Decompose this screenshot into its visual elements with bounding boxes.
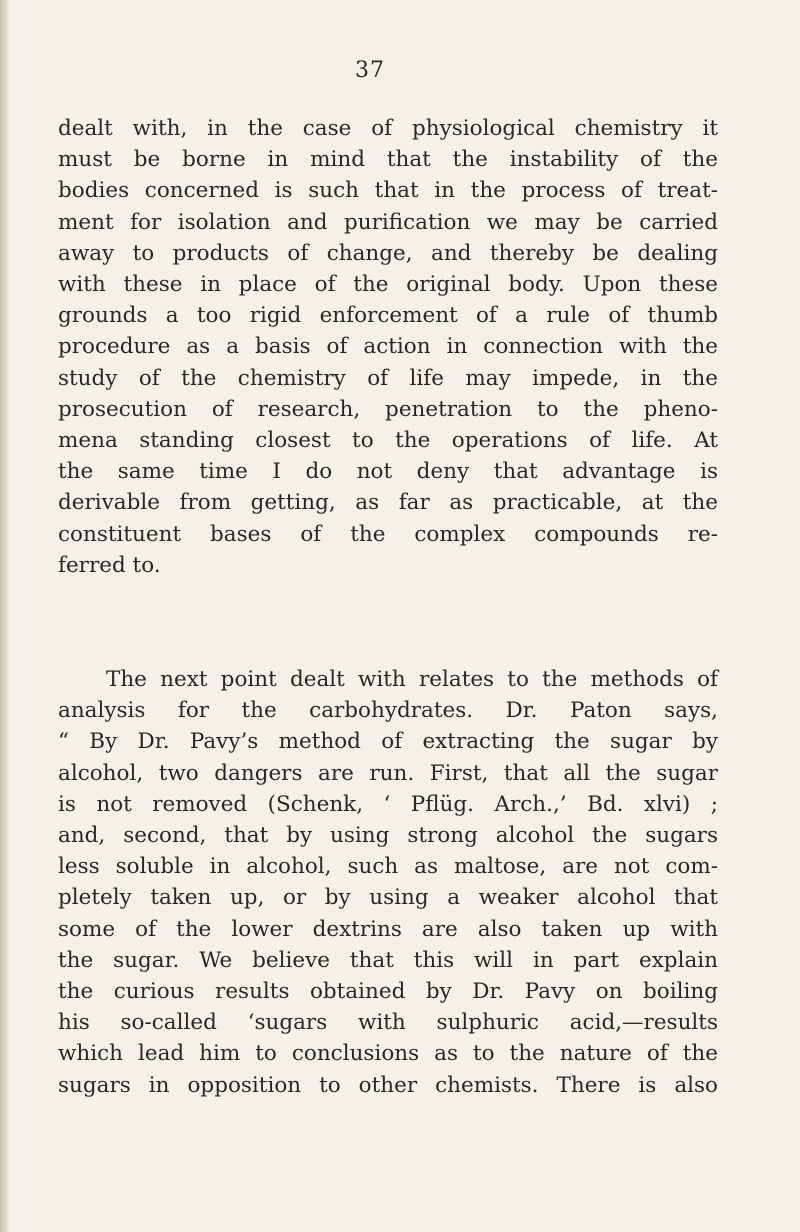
- text-line: bodies concerned is such that in the process of treat-: [58, 178, 718, 204]
- text-line: and, second, that by using strong alcohol the sugars: [58, 823, 718, 849]
- text-line: grounds a too rigid enforcement of a rule of thumb: [58, 303, 718, 329]
- text-line: some of the lower dextrins are also taken up with: [58, 916, 718, 942]
- text-line: ferred to.: [58, 552, 161, 578]
- text-line: The next point dealt with relates to the methods of: [106, 667, 718, 692]
- text-line: which lead him to conclusions as to the nature of the: [58, 1041, 718, 1067]
- text-line: study of the chemistry of life may impede, in the: [58, 365, 718, 391]
- text-line: constituent bases of the complex compounds re-: [58, 521, 718, 547]
- text-line: away to products of change, and thereby be dealing: [58, 240, 718, 266]
- text-line: procedure as a basis of action in connection with the: [58, 334, 718, 360]
- text-line: derivable from getting, as far as practicable, at the: [58, 490, 718, 516]
- text-line: sugars in opposition to other chemists. There is also: [58, 1072, 718, 1098]
- paragraph-1: [58, 113, 718, 581]
- text-line: mena standing closest to the operations of life. At: [58, 428, 718, 454]
- text-line: ment for isolation and purification we may be carried: [58, 209, 718, 235]
- text-line: pletely taken up, or by using a weaker alcohol that: [58, 885, 718, 911]
- page-number: 37: [355, 58, 385, 83]
- text-line: his so-called ‘sugars with sulphuric acid,—results: [58, 1010, 718, 1036]
- text-line: less soluble in alcohol, such as maltose, are not com-: [58, 854, 718, 880]
- book-spine-shadow: [0, 0, 10, 1232]
- text-line: must be borne in mind that the instability of the: [58, 147, 718, 173]
- text-line: prosecution of research, penetration to the pheno-: [58, 396, 718, 422]
- text-line: the curious results obtained by Dr. Pavy on boiling: [58, 979, 718, 1005]
- text-line: “ By Dr. Pavy’s method of extracting the sugar by: [58, 729, 718, 755]
- text-line: analysis for the carbohydrates. Dr. Paton says,: [58, 698, 718, 724]
- text-line: with these in place of the original body. Upon these: [58, 272, 718, 298]
- text-line: is not removed (Schenk, ‘ Pflüg. Arch.,’ Bd. xlvi) ;: [58, 791, 718, 817]
- text-line: dealt with, in the case of physiological chemistry it: [58, 116, 718, 141]
- text-line: alcohol, two dangers are run. First, that all the sugar: [58, 760, 718, 786]
- paragraph-2: [58, 664, 718, 1101]
- text-line: the sugar. We believe that this will in part explain: [58, 947, 718, 973]
- text-line: the same time I do not deny that advantage is: [58, 459, 718, 485]
